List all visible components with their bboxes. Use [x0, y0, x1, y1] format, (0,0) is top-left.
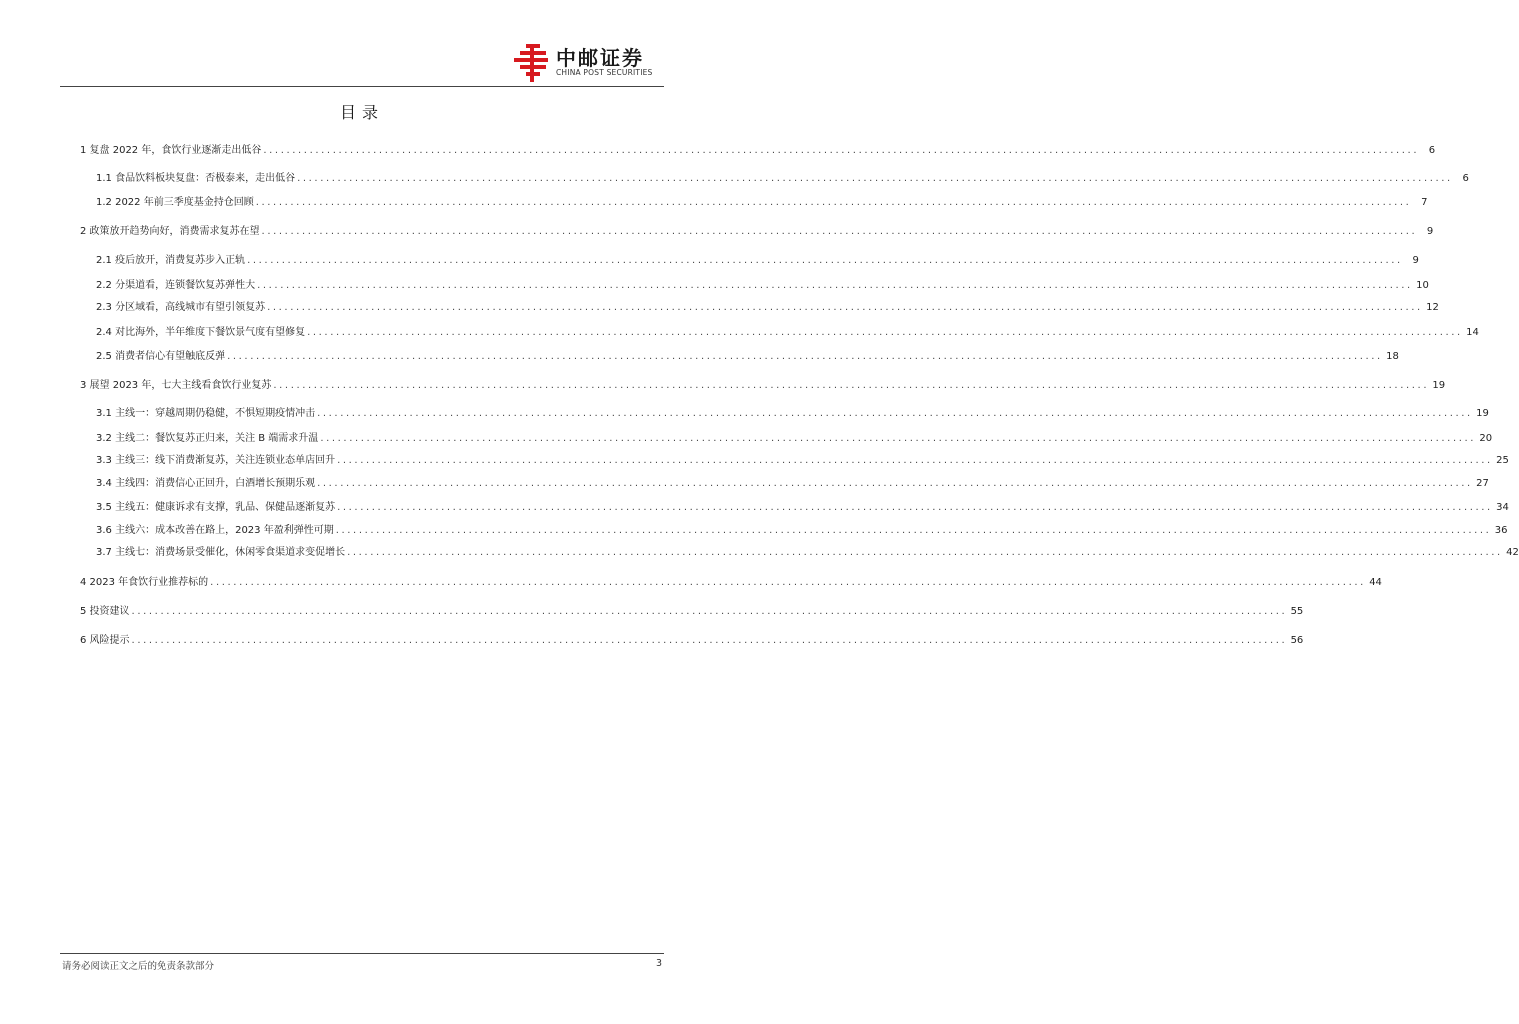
toc-entry-page: 12: [1426, 302, 1439, 313]
toc-entry-page: 20: [1479, 433, 1493, 444]
toc-entry-label: 3.5 主线五：健康诉求有支撑，乳品、保健品逐渐复苏: [96, 502, 336, 513]
toc-entry-page: 19: [1476, 408, 1489, 419]
toc-entry-page: 55: [1290, 606, 1304, 617]
toc-entry[interactable]: [96, 251, 1419, 267]
toc-title: 目录: [339, 103, 384, 122]
toc-entry-label: 1 复盘 2022 年，食饮行业逐渐走出低谷: [80, 145, 262, 156]
toc-entry-label: 3.3 主线三：线下消费渐复苏，关注连锁业态单店回升: [96, 455, 336, 466]
toc-leader-dots: ........................................................................................................................................................................................................: [307, 327, 1463, 338]
toc-entry[interactable]: [96, 404, 1489, 420]
toc-entry-page: 36: [1494, 525, 1508, 536]
toc-entry-page: 14: [1466, 327, 1479, 338]
toc-entry-page: 34: [1496, 502, 1509, 513]
toc-entry-label: 3.1 主线一：穿越周期仍稳健，不惧短期疫情冲击: [96, 408, 316, 419]
toc-leader-dots: ........................................................................................................................................................................................................: [317, 408, 1473, 419]
toc-entry-label: 2.1 疫后放开，消费复苏步入正轨: [96, 255, 246, 266]
toc-entry-label: 3 展望 2023 年，七大主线看食饮行业复苏: [80, 380, 272, 391]
toc-leader-dots: ........................................................................................................................................................................................................: [247, 255, 1403, 266]
toc-entry[interactable]: [96, 498, 1509, 514]
toc-entry[interactable]: [80, 573, 1382, 589]
toc-leader-dots: ........................................................................................................................................................................................................: [255, 197, 1412, 208]
toc-entry-label: 1.2 2022 年前三季度基金持仓回顾: [96, 197, 254, 208]
toc-leader-dots: ........................................................................................................................................................................................................: [210, 577, 1366, 588]
toc-leader-dots: ........................................................................................................................................................................................................: [335, 525, 1492, 536]
logo-text-en: CHINA POST SECURITIES: [556, 68, 653, 77]
toc-entry-label: 2.2 分渠道看，连锁餐饮复苏弹性大: [96, 280, 256, 291]
toc-entry[interactable]: [96, 298, 1439, 314]
toc-leader-dots: ........................................................................................................................................................................................................: [337, 502, 1493, 513]
toc-entry-label: 3.6 主线六：成本改善在路上，2023 年盈利弹性可期: [96, 525, 334, 536]
toc-leader-dots: ........................................................................................................................................................................................................: [297, 173, 1453, 184]
footer-divider: [60, 953, 664, 954]
toc-leader-dots: ........................................................................................................................................................................................................: [320, 433, 1477, 444]
footer-disclaimer: 请务必阅读正文之后的免责条款部分: [62, 961, 215, 972]
toc-entry[interactable]: [80, 222, 1434, 238]
toc-entry-label: 3.4 主线四：消费信心正回升，白酒增长预期乐观: [96, 478, 316, 489]
toc-entry-page: 6: [1462, 173, 1469, 184]
toc-entry[interactable]: [96, 347, 1399, 363]
toc-entry-page: 44: [1369, 577, 1382, 588]
toc-entry-label: 2.4 对比海外，半年维度下餐饮景气度有望修复: [96, 327, 306, 338]
toc-entry-label: 6 风险提示: [80, 635, 130, 646]
header-divider: [60, 86, 664, 87]
toc-entry-page: 6: [1428, 145, 1436, 156]
toc-leader-dots: ........................................................................................................................................................................................................: [131, 635, 1288, 646]
company-logo: [512, 42, 670, 84]
toc-leader-dots: ........................................................................................................................................................................................................: [227, 351, 1383, 362]
toc-leader-dots: ........................................................................................................................................................................................................: [273, 380, 1430, 391]
china-post-logo-icon: [512, 44, 550, 82]
toc-entry-label: 2.5 消费者信心有望触底反弹: [96, 351, 226, 362]
toc-entry[interactable]: [80, 141, 1436, 157]
toc-entry[interactable]: [96, 276, 1429, 292]
toc-entry-label: 4 2023 年食饮行业推荐标的: [80, 577, 209, 588]
toc-entry[interactable]: [80, 376, 1446, 392]
toc-entry[interactable]: [96, 474, 1489, 490]
toc-entry[interactable]: [96, 451, 1509, 467]
toc-leader-dots: ........................................................................................................................................................................................................: [337, 455, 1493, 466]
toc-entry-label: 5 投资建议: [80, 606, 130, 617]
toc-entry-page: 7: [1421, 197, 1428, 208]
toc-entry-page: 27: [1476, 478, 1489, 489]
toc-entry[interactable]: [80, 602, 1304, 618]
toc-entry-label: 3.7 主线七：消费场景受催化，休闲零食渠道求变促增长: [96, 547, 346, 558]
toc-leader-dots: ........................................................................................................................................................................................................: [257, 280, 1413, 291]
toc-entry-page: 42: [1506, 547, 1519, 558]
toc-entry-label: 2 政策放开趋势向好，消费需求复苏在望: [80, 226, 260, 237]
toc-leader-dots: ........................................................................................................................................................................................................: [131, 606, 1288, 617]
toc-entry-label: 2.3 分区域看，高线城市有望引领复苏: [96, 302, 266, 313]
toc-entry[interactable]: [96, 429, 1493, 445]
toc-entry-page: 25: [1496, 455, 1509, 466]
toc-entry-page: 18: [1386, 351, 1399, 362]
toc-entry[interactable]: [80, 631, 1304, 647]
toc-entry[interactable]: [96, 521, 1508, 537]
toc-leader-dots: ........................................................................................................................................................................................................: [261, 226, 1418, 237]
toc-leader-dots: ........................................................................................................................................................................................................: [317, 478, 1473, 489]
toc-entry-page: 19: [1432, 380, 1446, 391]
logo-text-cn: 中邮证券: [556, 46, 644, 70]
toc-leader-dots: ........................................................................................................................................................................................................: [267, 302, 1423, 313]
toc-entry-page: 56: [1290, 635, 1304, 646]
toc-leader-dots: ........................................................................................................................................................................................................: [347, 547, 1503, 558]
toc-entry[interactable]: [96, 169, 1469, 185]
footer-page-number: 3: [655, 958, 662, 969]
toc-entry-page: 10: [1416, 280, 1429, 291]
toc-leader-dots: ........................................................................................................................................................................................................: [263, 145, 1420, 156]
toc-entry[interactable]: [96, 543, 1519, 559]
toc-entry-page: 9: [1412, 255, 1419, 266]
toc-entry[interactable]: [96, 323, 1479, 339]
toc-entry-label: 1.1 食品饮料板块复盘：否极泰来，走出低谷: [96, 173, 296, 184]
toc-entry[interactable]: [96, 193, 1428, 209]
toc-entry-page: 9: [1426, 226, 1434, 237]
toc-entry-label: 3.2 主线二：餐饮复苏正归来，关注 B 端需求升温: [96, 433, 319, 444]
